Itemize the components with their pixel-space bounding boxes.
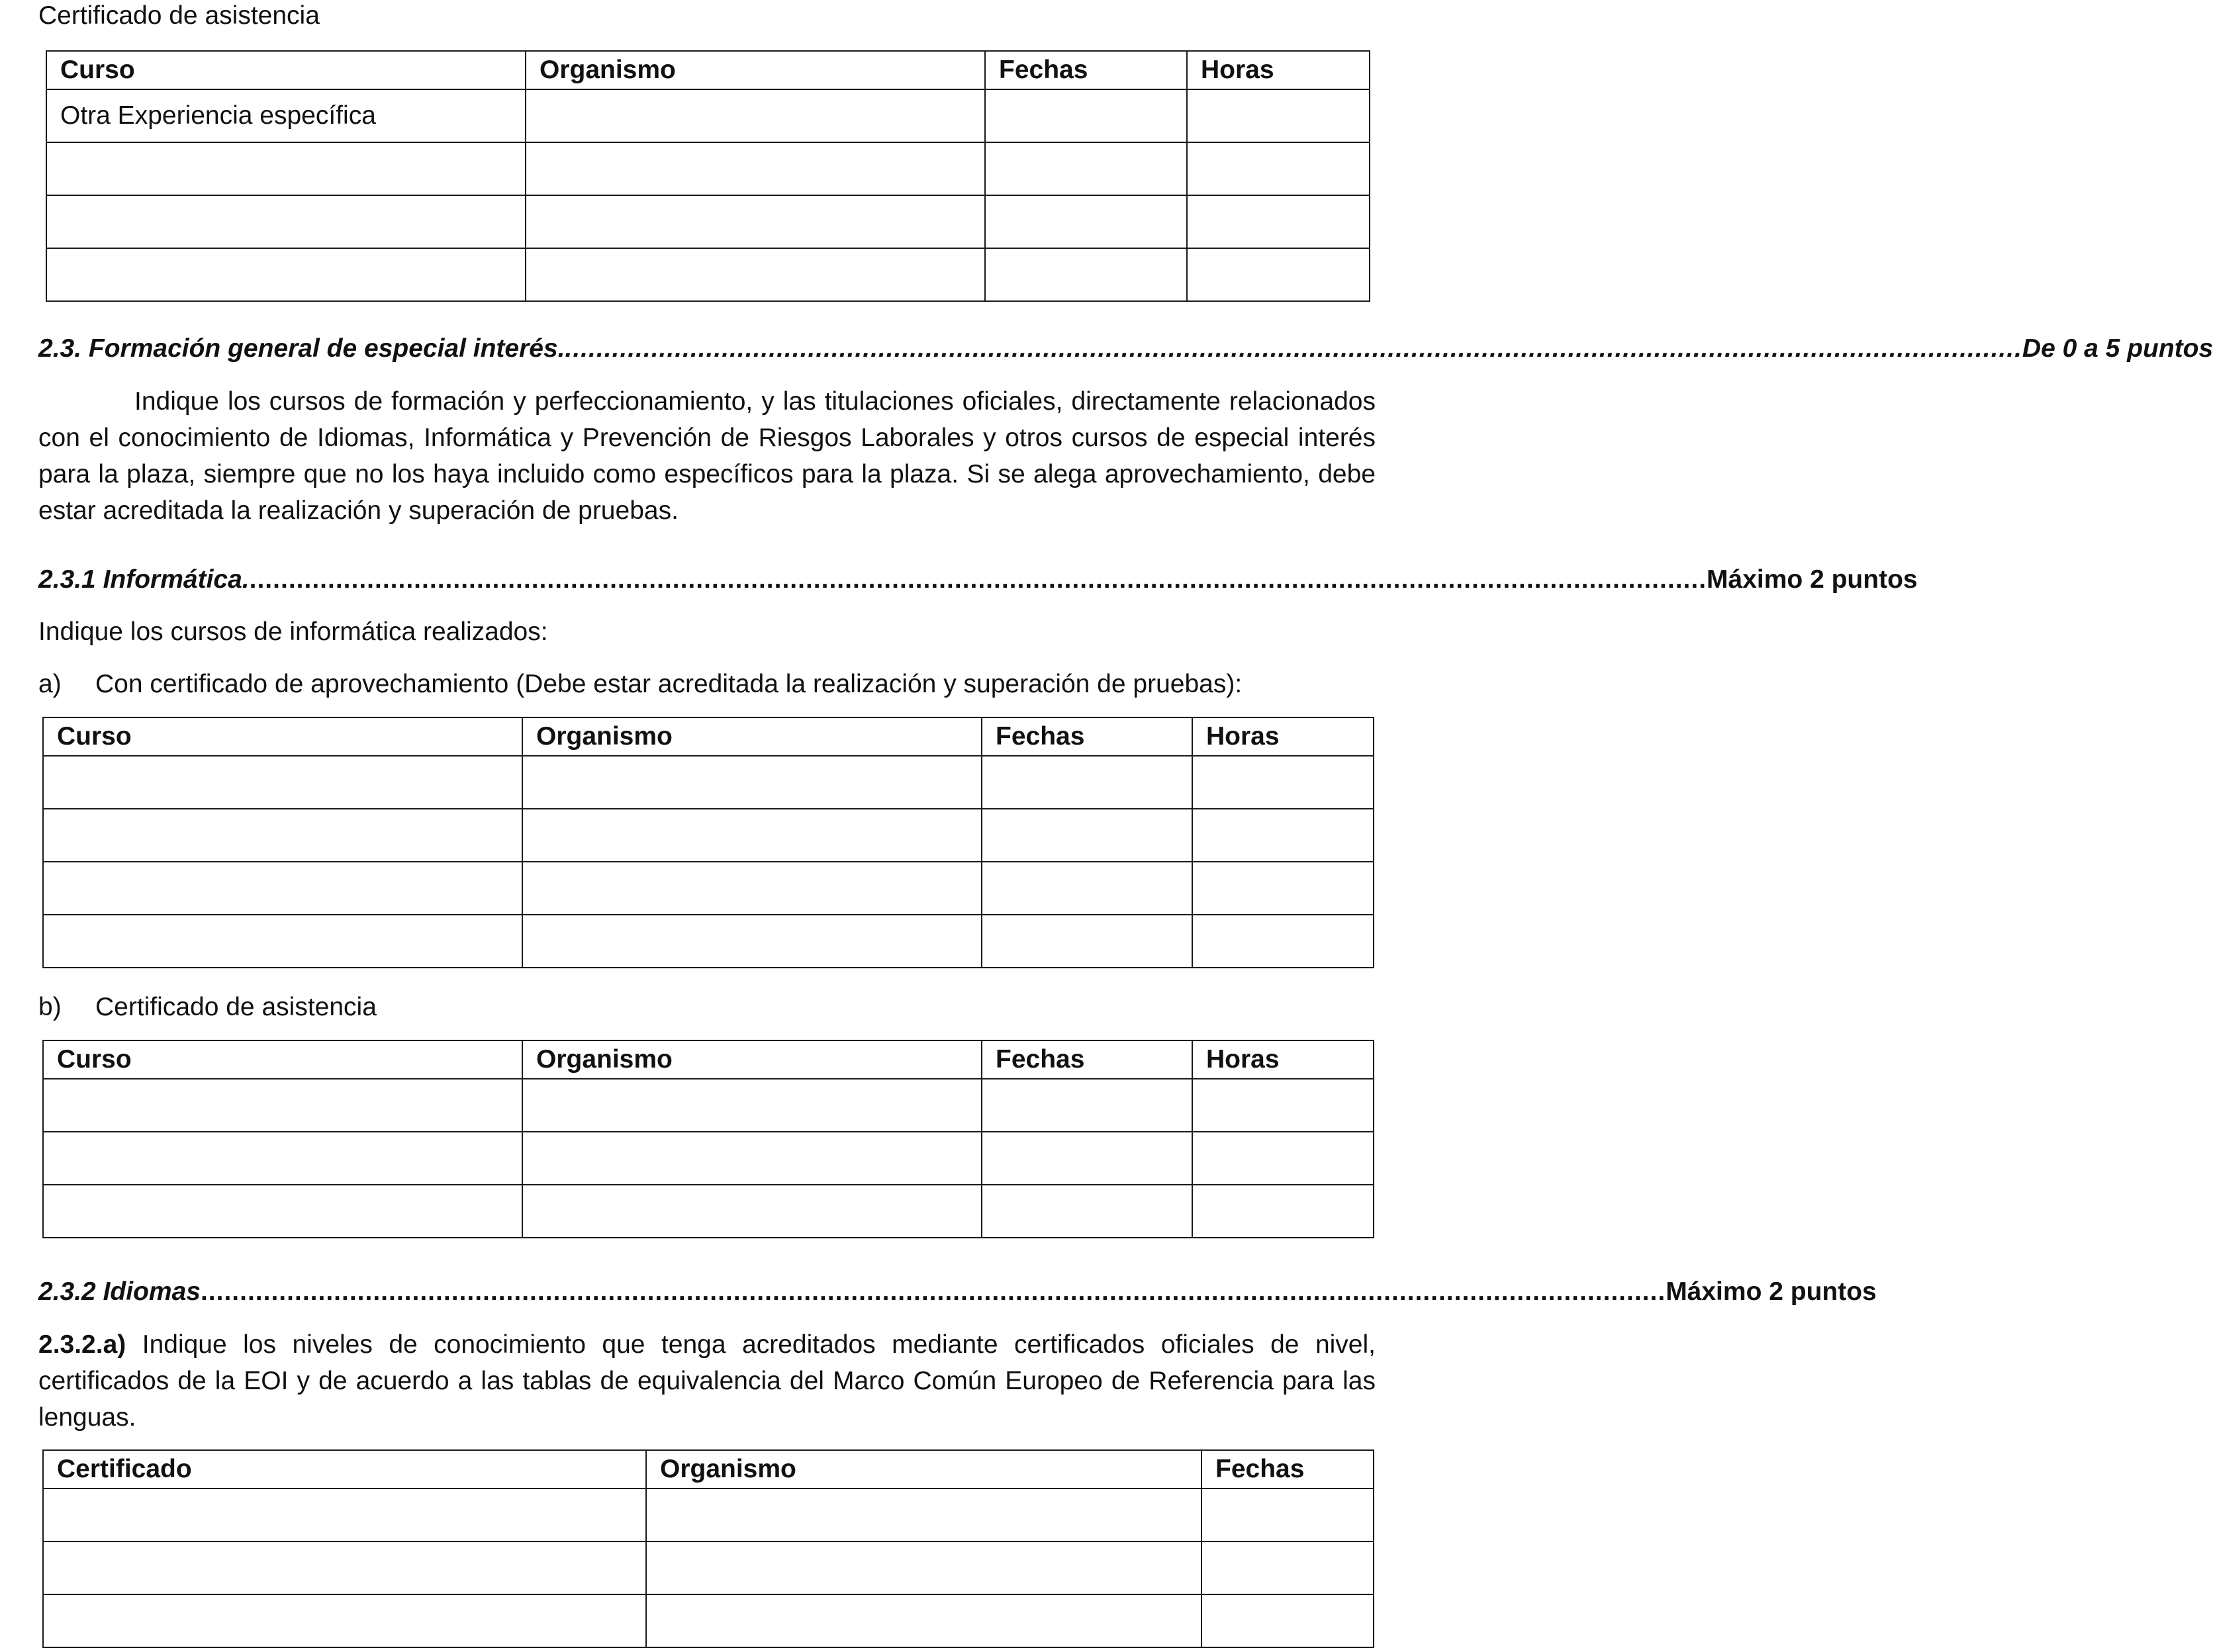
table-cell bbox=[985, 195, 1187, 248]
table-cell bbox=[1187, 89, 1370, 142]
experience-table bbox=[46, 50, 1370, 302]
section-points: Máximo 2 puntos bbox=[1707, 565, 1918, 594]
table-row bbox=[43, 809, 1374, 862]
table-cell bbox=[526, 142, 985, 195]
header-curso: Curso bbox=[43, 1040, 522, 1079]
table-row bbox=[43, 1079, 1374, 1132]
table-header-row bbox=[43, 717, 1374, 756]
table-row bbox=[43, 1541, 1374, 1594]
table-cell bbox=[982, 915, 1192, 968]
section-2-3-paragraph bbox=[38, 383, 1376, 529]
header-curso: Curso bbox=[46, 51, 526, 89]
header-horas: Horas bbox=[1187, 51, 1370, 89]
section-2-3-2-heading bbox=[38, 1276, 1877, 1308]
sub-label: 2.3.2.a) bbox=[38, 1330, 126, 1359]
table-cell bbox=[985, 248, 1187, 301]
item-a bbox=[38, 668, 1242, 700]
table-cell bbox=[43, 756, 522, 809]
item-b-marker: b) bbox=[38, 993, 62, 1021]
table-cell bbox=[522, 1079, 982, 1132]
top-label: Certificado de asistencia bbox=[38, 1, 320, 30]
table-row bbox=[46, 195, 1370, 248]
header-horas: Horas bbox=[1192, 717, 1374, 756]
header-organismo: Organismo bbox=[646, 1450, 1201, 1489]
table-cell bbox=[1192, 915, 1374, 968]
table-cell bbox=[1201, 1594, 1374, 1647]
table-cell bbox=[646, 1489, 1201, 1541]
header-organismo: Organismo bbox=[522, 1040, 982, 1079]
table-cell bbox=[43, 1594, 646, 1647]
table-cell bbox=[646, 1541, 1201, 1594]
table-row bbox=[43, 915, 1374, 968]
table-row bbox=[46, 142, 1370, 195]
table-cell bbox=[43, 1132, 522, 1185]
section-title: 2.3.2 Idiomas bbox=[38, 1277, 201, 1306]
table-row bbox=[46, 89, 1370, 142]
table-cell bbox=[1187, 195, 1370, 248]
table-cell bbox=[982, 1079, 1192, 1132]
table-cell: Otra Experiencia específica bbox=[46, 89, 526, 142]
table-row bbox=[43, 1185, 1374, 1238]
header-horas: Horas bbox=[1192, 1040, 1374, 1079]
informatica-asistencia-table bbox=[42, 1040, 1374, 1238]
table-cell bbox=[522, 915, 982, 968]
table-cell bbox=[522, 862, 982, 915]
table-row bbox=[43, 862, 1374, 915]
table-cell bbox=[982, 756, 1192, 809]
table-row bbox=[43, 1132, 1374, 1185]
table-cell bbox=[982, 1132, 1192, 1185]
table-cell bbox=[43, 862, 522, 915]
table-cell bbox=[522, 1132, 982, 1185]
table-cell bbox=[1187, 142, 1370, 195]
table-cell bbox=[46, 248, 526, 301]
idiomas-table bbox=[42, 1449, 1374, 1648]
table-cell bbox=[526, 248, 985, 301]
table-cell bbox=[1192, 809, 1374, 862]
table-cell bbox=[982, 809, 1192, 862]
header-fechas: Fechas bbox=[982, 1040, 1192, 1079]
informatica-aprovechamiento-table bbox=[42, 717, 1374, 968]
item-b bbox=[38, 991, 377, 1023]
table-cell bbox=[526, 195, 985, 248]
section-points: Máximo 2 puntos bbox=[1666, 1277, 1877, 1306]
item-b-text: Certificado de asistencia bbox=[95, 993, 377, 1021]
leader-dots: ........................................................................................................................................................................................... bbox=[200, 1277, 1666, 1306]
section-title: 2.3.1 Informática. bbox=[38, 565, 250, 594]
table-header-row bbox=[46, 51, 1370, 89]
header-curso: Curso bbox=[43, 717, 522, 756]
section-2-3-heading bbox=[38, 333, 2213, 365]
section-title: 2.3. Formación general de especial interés. bbox=[38, 334, 565, 363]
table-cell bbox=[982, 862, 1192, 915]
header-organismo: Organismo bbox=[522, 717, 982, 756]
header-organismo: Organismo bbox=[526, 51, 985, 89]
table-cell bbox=[1192, 1185, 1374, 1238]
table-cell bbox=[985, 89, 1187, 142]
sub-text: Indique los niveles de conocimiento que tenga acreditados mediante certificados oficiales de nivel, certificados de la EOI y de acuerdo a las tablas de equivalencia del Marco Común Europeo de Referencia para las lenguas. bbox=[38, 1330, 1376, 1432]
table-cell bbox=[43, 809, 522, 862]
table-row bbox=[43, 1489, 1374, 1541]
table-cell bbox=[1201, 1541, 1374, 1594]
table-cell bbox=[522, 756, 982, 809]
section-2-3-1-heading bbox=[38, 564, 1918, 596]
table-cell bbox=[522, 1185, 982, 1238]
table-cell bbox=[982, 1185, 1192, 1238]
item-a-text: Con certificado de aprovechamiento (Debe estar acreditada la realización y superación de pruebas): bbox=[95, 670, 1243, 698]
table-cell bbox=[43, 915, 522, 968]
table-cell bbox=[1192, 862, 1374, 915]
header-certificado: Certificado bbox=[43, 1450, 646, 1489]
table-cell bbox=[985, 142, 1187, 195]
table-header-row bbox=[43, 1040, 1374, 1079]
table-cell bbox=[43, 1489, 646, 1541]
table-row bbox=[43, 756, 1374, 809]
leader-dots: .......................................................................................................................................................................................... bbox=[249, 565, 1707, 594]
paragraph-text: Indique los cursos de formación y perfeccionamiento, y las titulaciones oficiales, directamente relacionados con el conocimiento de Idiomas, Informática y Prevención de Riesgos Laborales y otros cursos de especial interés para la plaza, siempre que no los haya incluido como específicos para la plaza. Si se alega aprovechamiento, debe estar acreditada la realización y superación de pruebas. bbox=[38, 387, 1376, 525]
item-a-marker: a) bbox=[38, 670, 62, 698]
table-cell bbox=[1192, 756, 1374, 809]
header-fechas: Fechas bbox=[982, 717, 1192, 756]
table-row bbox=[43, 1594, 1374, 1647]
table-cell bbox=[43, 1079, 522, 1132]
section-2-3-2a-paragraph bbox=[38, 1326, 1376, 1436]
table-cell bbox=[1201, 1489, 1374, 1541]
table-cell bbox=[43, 1541, 646, 1594]
table-cell bbox=[1187, 248, 1370, 301]
table-cell bbox=[646, 1594, 1201, 1647]
table-cell bbox=[46, 142, 526, 195]
header-fechas: Fechas bbox=[1201, 1450, 1374, 1489]
table-cell bbox=[522, 809, 982, 862]
table-header-row bbox=[43, 1450, 1374, 1489]
table-cell bbox=[46, 195, 526, 248]
table-cell bbox=[43, 1185, 522, 1238]
table-cell bbox=[1192, 1079, 1374, 1132]
table-cell bbox=[526, 89, 985, 142]
header-fechas: Fechas bbox=[985, 51, 1187, 89]
informatica-intro: Indique los cursos de informática realizados: bbox=[38, 618, 548, 646]
table-cell bbox=[1192, 1132, 1374, 1185]
leader-dots: .......................................................................................................................................................................................... bbox=[565, 334, 2022, 363]
section-points: De 0 a 5 puntos bbox=[2022, 334, 2213, 363]
table-row bbox=[46, 248, 1370, 301]
